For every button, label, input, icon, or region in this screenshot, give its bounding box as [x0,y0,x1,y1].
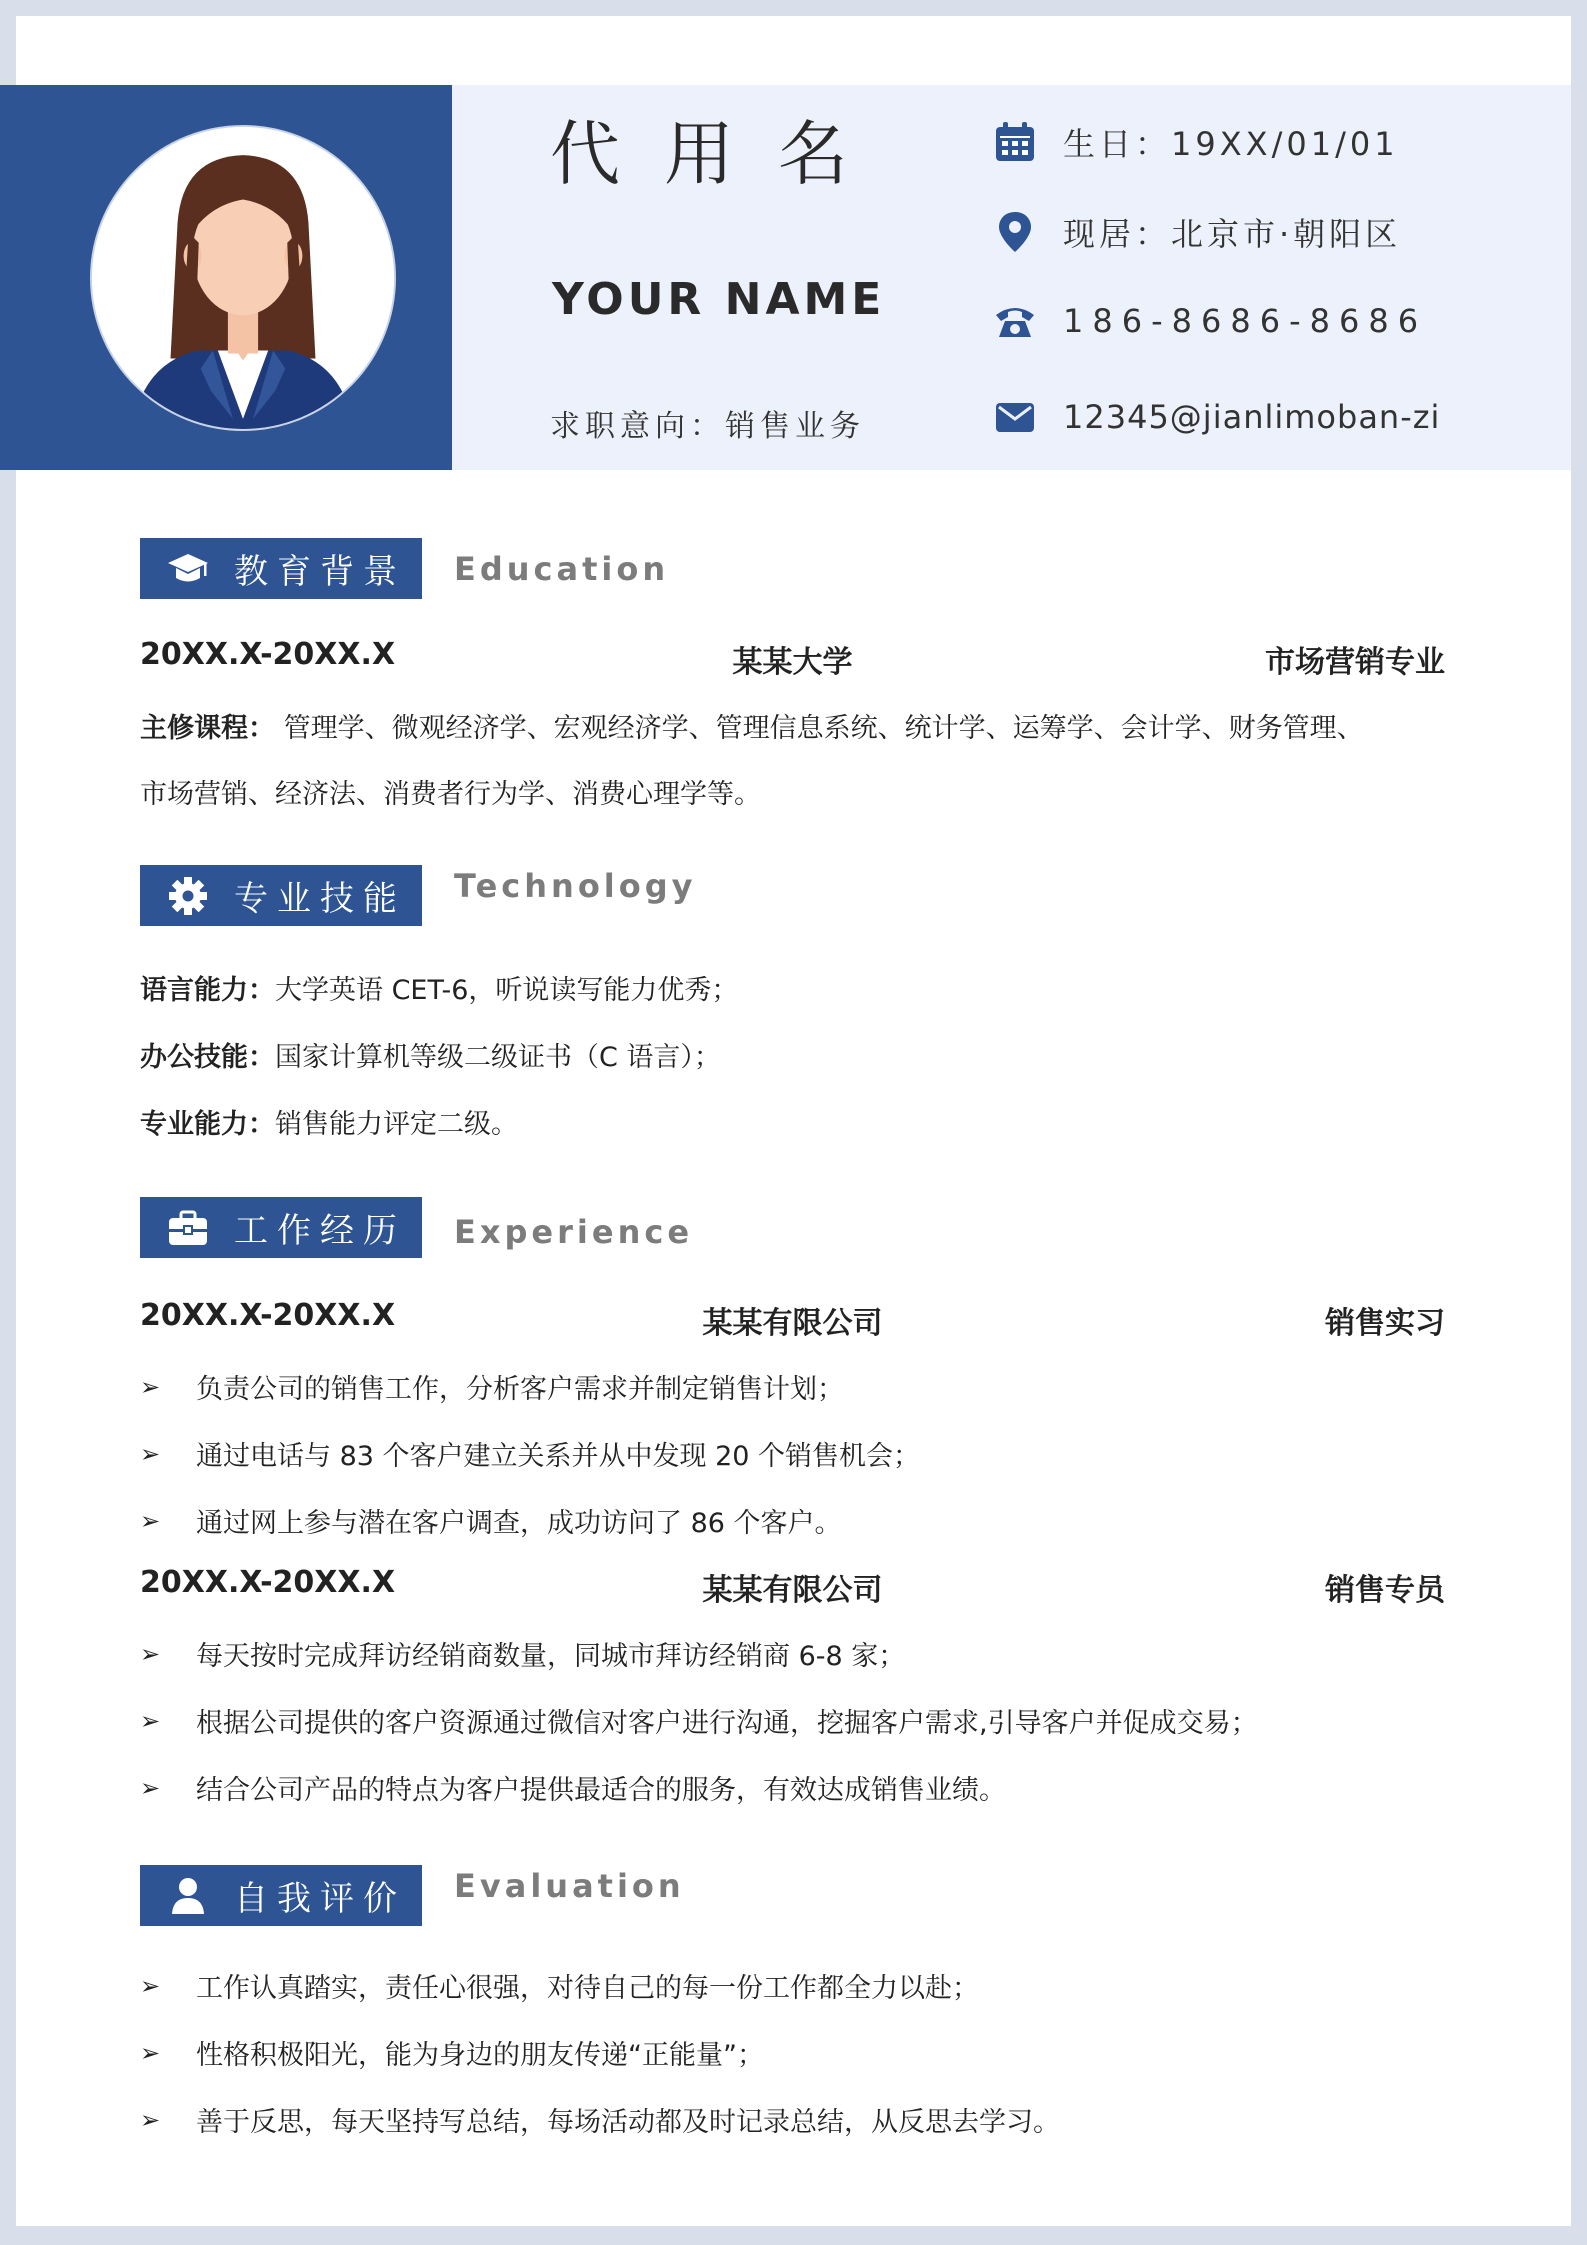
job-point [140,1768,1006,1807]
avatar [90,125,396,431]
contact-residence [993,209,1401,255]
section-education-bar [140,538,422,599]
evaluation-point-text: 工作认真踏实，责任心很强，对待自己的每一份工作都全力以赴； [196,1973,979,2004]
courses-line-2 [140,772,761,811]
phone-text: 186-8686-8686 [1063,302,1428,340]
section-title-en: Technology [454,866,697,905]
courses-label: 主修课程： [140,713,275,744]
courses-text-1: 管理学、微观经济学、宏观经济学、管理信息系统、统计学、运筹学、会计学、财务管理、 [283,713,1364,744]
job-company: 某某有限公司 [702,1306,883,1341]
avatar-illustration-icon [92,127,394,429]
section-title-cn: 工作经历 [234,1211,406,1251]
briefcase-icon [166,1206,210,1250]
section-evaluation-bar [140,1865,422,1926]
name-en: YOUR NAME [552,274,886,325]
job-role: 销售专员 [1325,1573,1445,1608]
section-skills-bar [140,865,422,926]
skill-label: 办公技能： [140,1042,275,1073]
section-education-heading [140,538,669,599]
residence-text: 现居：北京市·朝阳区 [1063,215,1402,253]
section-evaluation-heading [140,1865,685,1926]
birthday-text: 生日：19XX/01/01 [1063,125,1399,163]
job-point [140,1634,905,1673]
bullet-arrow-icon: ➢ [140,1439,161,1468]
courses-text-2: 市场营销、经济法、消费者行为学、消费心理学等。 [140,779,761,810]
graduation-cap-icon [166,547,210,591]
job-row [140,1565,1445,1608]
skill-text: 销售能力评定二级。 [275,1109,518,1140]
bullet-arrow-icon: ➢ [140,2038,161,2067]
job-point-text: 负责公司的销售工作，分析客户需求并制定销售计划； [196,1374,844,1405]
evaluation-point [140,2100,1060,2139]
section-title-en: Experience [454,1212,694,1251]
section-title-cn: 教育背景 [234,552,406,592]
job-point-text: 根据公司提供的客户资源通过微信对客户进行沟通，挖掘客户需求,引导客户并促成交易； [196,1708,1258,1739]
education-major: 市场营销专业 [1265,645,1445,680]
skill-item [140,968,738,1007]
gear-icon [166,874,210,918]
user-icon [166,1874,210,1918]
job-point [140,1501,842,1540]
skill-text: 国家计算机等级二级证书（C 语言）； [275,1042,721,1073]
education-school: 某某大学 [732,645,853,680]
skill-text: 大学英语 CET-6，听说读写能力优秀； [275,975,739,1006]
contact-birthday [993,119,1399,165]
skill-item [140,1102,518,1141]
evaluation-point-text: 善于反思，每天坚持写总结，每场活动都及时记录总结，从反思去学习。 [196,2107,1060,2138]
skill-label: 语言能力： [140,975,275,1006]
envelope-icon [993,395,1037,439]
job-point-text: 通过电话与 83 个客户建立关系并从中发现 20 个销售机会； [196,1441,921,1472]
job-point [140,1367,844,1406]
job-intent: 求职意向：销售业务 [550,409,865,444]
evaluation-point [140,2033,764,2072]
phone-icon [993,299,1037,343]
evaluation-point [140,1966,979,2005]
job-role: 销售实习 [1325,1306,1445,1341]
bullet-arrow-icon: ➢ [140,1372,161,1401]
section-title-en: Evaluation [454,1866,685,1905]
education-period: 20XX.X-20XX.X [140,637,396,672]
calendar-icon [993,120,1037,164]
bullet-arrow-icon: ➢ [140,1506,161,1535]
section-title-en: Education [454,549,670,588]
skill-item [140,1035,721,1074]
education-row [140,637,1445,680]
bullet-arrow-icon: ➢ [140,1773,161,1802]
email-text: 12345@jianlimoban-zi [1063,398,1441,436]
job-company: 某某有限公司 [702,1573,883,1608]
job-row [140,1298,1445,1341]
job-point [140,1701,1258,1740]
section-title-cn: 专业技能 [234,879,406,919]
job-period: 20XX.X-20XX.X [140,1298,396,1333]
bullet-arrow-icon: ➢ [140,1706,161,1735]
section-title-cn: 自我评价 [234,1879,406,1919]
bullet-arrow-icon: ➢ [140,1639,161,1668]
skill-label: 专业能力： [140,1109,275,1140]
section-skills-heading [140,865,697,926]
courses-line-1 [140,706,1364,745]
job-point-text: 通过网上参与潜在客户调查，成功访问了 86 个客户。 [196,1508,842,1539]
bullet-arrow-icon: ➢ [140,2105,161,2134]
name-cn: 代用名 [550,113,892,195]
bullet-arrow-icon: ➢ [140,1971,161,2000]
job-point-text: 每天按时完成拜访经销商数量，同城市拜访经销商 6-8 家； [196,1641,906,1672]
evaluation-point-text: 性格积极阳光，能为身边的朋友传递“正能量”； [196,2040,764,2071]
section-experience-bar [140,1197,422,1258]
section-experience-heading [140,1197,693,1258]
job-period: 20XX.X-20XX.X [140,1565,396,1600]
contact-phone [993,299,1427,343]
contact-email [993,395,1440,439]
job-point-text: 结合公司产品的特点为客户提供最适合的服务，有效达成销售业绩。 [196,1775,1006,1806]
job-point [140,1434,920,1473]
location-pin-icon [993,210,1037,254]
